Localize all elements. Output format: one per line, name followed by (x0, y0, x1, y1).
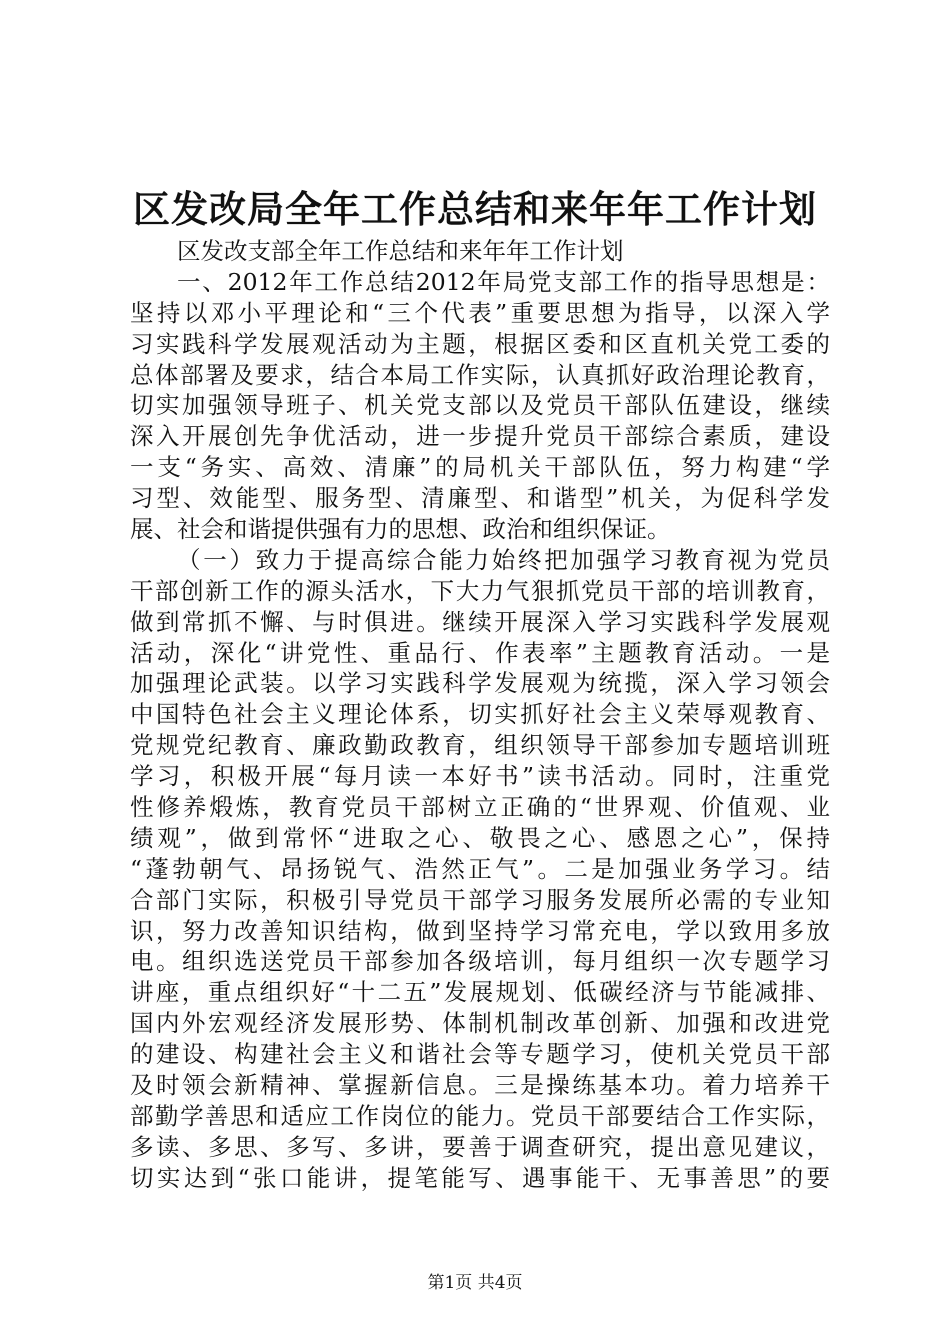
body-line: 中国特色社会主义理论体系，切实抓好社会主义荣辱观教育、 (130, 700, 830, 729)
body-line: 多读、多思、多写、多讲，要善于调查研究，提出意见建议， (130, 1132, 830, 1161)
body-line: 绩观”，做到常怀“进取之心、敬畏之心、感恩之心”，保持 (130, 823, 830, 852)
body-line: 展、社会和谐提供强有力的思想、政治和组织保证。 (130, 515, 671, 544)
body-line: 习实践科学发展观活动为主题，根据区委和区直机关党工委的 (130, 329, 830, 358)
body-line: 做到常抓不懈、与时俱进。继续开展深入学习实践科学发展观 (130, 607, 830, 636)
body-line: 的建设、构建社会主义和谐社会等专题学习，使机关党员干部 (130, 1040, 830, 1069)
body-line: 一、2012年工作总结2012年局党支部工作的指导思想是： (177, 267, 830, 296)
body-line: （一）致力于提高综合能力始终把加强学习教育视为党员 (177, 545, 830, 574)
body-line: 区发改支部全年工作总结和来年年工作计划 (177, 237, 624, 265)
body-line: 习型、效能型、服务型、清廉型、和谐型”机关，为促科学发 (130, 484, 830, 513)
body-line: 识，努力改善知识结构，做到坚持学习常充电，学以致用多放 (130, 916, 830, 945)
body-line: 坚持以邓小平理论和“三个代表”重要思想为指导，以深入学 (130, 298, 830, 327)
body-line: 学习，积极开展“每月读一本好书”读书活动。同时，注重党 (130, 762, 830, 791)
body-line: 部勤学善思和适应工作岗位的能力。党员干部要结合工作实际， (130, 1101, 830, 1130)
body-line: 性修养煅炼，教育党员干部树立正确的“世界观、价值观、业 (130, 793, 830, 822)
body-line: 讲座，重点组织好“十二五”发展规划、低碳经济与节能减排、 (130, 978, 830, 1007)
body-line: 干部创新工作的源头活水，下大力气狠抓党员干部的培训教育， (130, 576, 830, 605)
body-line: 及时领会新精神、掌握新信息。三是操练基本功。着力培养干 (130, 1071, 830, 1100)
body-line: 总体部署及要求，结合本局工作实际，认真抓好政治理论教育， (130, 360, 830, 389)
body-line: 切实加强领导班子、机关党支部以及党员干部队伍建设，继续 (130, 391, 830, 420)
body-line: 切实达到“张口能讲，提笔能写、遇事能干、无事善思”的要 (130, 1163, 830, 1192)
body-line: 加强理论武装。以学习实践科学发展观为统揽，深入学习领会 (130, 669, 830, 698)
body-line: 活动，深化“讲党性、重品行、作表率”主题教育活动。一是 (130, 638, 830, 667)
body-line: 国内外宏观经济发展形势、体制机制改革创新、加强和改进党 (130, 1009, 830, 1038)
document-body (130, 236, 830, 1194)
body-line: 电。组织选送党员干部参加各级培训，每月组织一次专题学习 (130, 947, 830, 976)
body-line: 一支“务实、高效、清廉”的局机关干部队伍，努力构建“学 (130, 453, 830, 482)
page-footer: 第1页 共4页 (427, 1273, 523, 1293)
document-title: 区发改局全年工作总结和来年年工作计划 (133, 187, 817, 231)
body-line: 深入开展创先争优活动，进一步提升党员干部综合素质，建设 (130, 422, 830, 451)
body-line: “蓬勃朝气、昂扬锐气、浩然正气”。二是加强业务学习。结 (130, 854, 830, 883)
body-line: 合部门实际，积极引导党员干部学习服务发展所必需的专业知 (130, 885, 830, 914)
body-line: 党规党纪教育、廉政勤政教育，组织领导干部参加专题培训班 (130, 731, 830, 760)
